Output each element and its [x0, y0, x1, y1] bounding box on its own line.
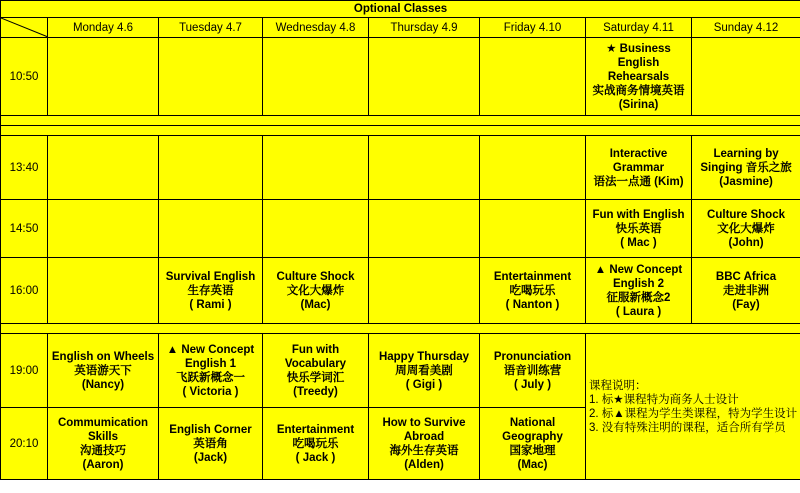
class-name: Survival English [165, 270, 256, 283]
day-header-row [1, 18, 800, 38]
spacer-row [1, 126, 800, 136]
class-name: Entertainment [276, 423, 355, 436]
title-row [1, 1, 800, 18]
day-header: Friday 4.10 [480, 18, 586, 38]
empty-cell [159, 136, 263, 200]
class-name: ★ Business English Rehearsals [606, 42, 671, 83]
class-name: Interactive Grammar [609, 147, 668, 174]
empty-cell [48, 200, 159, 258]
empty-cell [48, 136, 159, 200]
class-cell [369, 334, 480, 408]
notes-item: 1. 标★课程特为商务人士设计 [589, 393, 739, 406]
empty-cell [159, 38, 263, 116]
class-cell [263, 408, 369, 480]
day-header: Thursday 4.9 [369, 18, 480, 38]
empty-cell [159, 200, 263, 258]
empty-cell [263, 200, 369, 258]
class-teacher: ( Jack ) [295, 451, 336, 464]
class-cell [480, 334, 586, 408]
time-label: 20:10 [1, 408, 48, 480]
empty-cell [369, 136, 480, 200]
day-header: Saturday 4.11 [586, 18, 692, 38]
day-header: Tuesday 4.7 [159, 18, 263, 38]
time-row [1, 38, 800, 116]
class-cell [369, 408, 480, 480]
class-cn: 吃喝玩乐 [509, 284, 556, 297]
time-label: 16:00 [1, 258, 48, 324]
corner-cell [1, 18, 48, 38]
time-label: 19:00 [1, 334, 48, 408]
time-label: 13:40 [1, 136, 48, 200]
time-row [1, 136, 800, 200]
class-cell [159, 408, 263, 480]
class-cell [480, 258, 586, 324]
class-cell [263, 334, 369, 408]
class-teacher: (Jasmine) [719, 175, 773, 188]
class-name: ▲ New Concept English 1 [166, 343, 255, 370]
class-teacher: (Treedy) [293, 385, 338, 398]
class-name: BBC Africa [715, 270, 777, 283]
class-cell [586, 200, 692, 258]
class-cn: 走进非洲 [723, 284, 770, 297]
empty-cell [48, 258, 159, 324]
class-cell [159, 258, 263, 324]
time-row [1, 334, 800, 408]
class-cn: 实战商务情境英语 [592, 84, 685, 97]
empty-cell [48, 38, 159, 116]
class-name: Fun with Vocabulary [284, 343, 347, 370]
class-cn: 国家地理 [509, 444, 556, 457]
time-row [1, 200, 800, 258]
class-teacher: (Fay) [732, 298, 760, 311]
class-cn: 海外生存英语 [389, 444, 459, 457]
class-cell [586, 136, 692, 200]
class-teacher: (Sirina) [618, 98, 659, 111]
class-cn: 文化大爆炸 [717, 222, 775, 235]
class-name: English Corner [169, 423, 252, 436]
spacer-row [1, 324, 800, 334]
class-teacher: (Aaron) [82, 458, 124, 471]
class-teacher: ( Laura ) [615, 305, 662, 318]
notes-item: 3. 没有特殊注明的课程，适合所有学员 [589, 421, 786, 434]
class-teacher: ( Victoria ) [182, 385, 239, 398]
class-teacher: (Mac) [300, 298, 331, 311]
class-teacher: ( Nanton ) [505, 298, 560, 311]
class-cn: 文化大爆炸 [286, 284, 345, 297]
class-name: Commumication Skills [57, 416, 149, 443]
class-cell [692, 200, 800, 258]
class-cn: 快乐学词汇 [286, 371, 345, 384]
class-cn: 周周看美剧 [395, 364, 453, 377]
class-name: Pronunciation [493, 350, 572, 363]
empty-cell [480, 200, 586, 258]
class-name: Culture Shock [276, 270, 355, 283]
class-name: Entertainment [493, 270, 572, 283]
empty-cell [369, 200, 480, 258]
class-teacher: (Mac) [517, 458, 548, 471]
class-cn: 语法一点通 (Kim) [593, 175, 684, 188]
class-cell [692, 136, 800, 200]
class-cell [480, 408, 586, 480]
class-cn: 吃喝玩乐 [292, 437, 339, 450]
class-name: How to Survive Abroad [382, 416, 466, 443]
class-cn: 英语游天下 [74, 364, 132, 377]
table-title: Optional Classes [1, 1, 800, 18]
class-cn: 沟通技巧 [80, 444, 126, 457]
class-teacher: ( Gigi ) [405, 378, 443, 391]
class-cn: 快乐英语 [615, 222, 662, 235]
class-teacher: ( Rami ) [189, 298, 232, 311]
class-cn: 征服新概念2 [606, 291, 671, 304]
empty-cell [480, 136, 586, 200]
class-cn: 生存英语 [187, 284, 234, 297]
notes-item: 2. 标▲课程为学生类课程，特为学生设计 [589, 407, 798, 420]
empty-cell [480, 38, 586, 116]
class-cell [48, 334, 159, 408]
class-teacher: (Alden) [404, 458, 444, 471]
day-header: Monday 4.6 [48, 18, 159, 38]
class-name: English on Wheels [51, 350, 155, 363]
class-teacher: (Nancy) [81, 378, 125, 391]
spacer-row [1, 116, 800, 126]
empty-cell [692, 38, 800, 116]
class-name: Culture Shock [707, 208, 786, 221]
empty-cell [263, 136, 369, 200]
class-name: ▲ New Concept English 2 [594, 263, 683, 290]
empty-cell [263, 38, 369, 116]
day-header: Sunday 4.12 [692, 18, 800, 38]
empty-cell [369, 258, 480, 324]
time-row [1, 258, 800, 324]
notes-heading: 课程说明： [589, 379, 647, 392]
class-teacher: (John) [728, 236, 764, 249]
class-cell [586, 258, 692, 324]
class-name: Learning by Singing 音乐之旅 [700, 147, 792, 174]
class-name: Happy Thursday [378, 350, 470, 363]
course-notes [586, 334, 800, 480]
class-teacher: (Jack) [193, 451, 228, 464]
class-cell [692, 258, 800, 324]
day-header: Wednesday 4.8 [263, 18, 369, 38]
class-cell [159, 334, 263, 408]
class-name: National Geography [502, 416, 563, 443]
class-teacher: ( July ) [513, 378, 552, 391]
time-label: 10:50 [1, 38, 48, 116]
class-teacher: ( Mac ) [620, 236, 657, 249]
empty-cell [369, 38, 480, 116]
time-label: 14:50 [1, 200, 48, 258]
class-cn: 飞跃新概念一 [176, 371, 245, 384]
class-cell [586, 38, 692, 116]
class-name: Fun with English [592, 208, 685, 221]
class-cn: 语音训练营 [503, 364, 562, 377]
class-cell [263, 258, 369, 324]
class-cn: 英语角 [193, 437, 228, 450]
diagonal-line-icon [1, 18, 48, 37]
class-cell [48, 408, 159, 480]
